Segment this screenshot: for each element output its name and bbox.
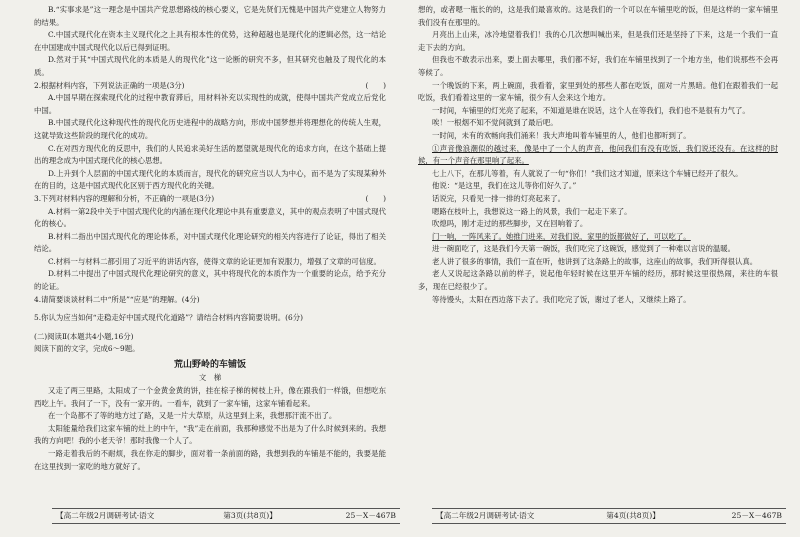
story-paragraph: 一个晚饭的下来，两上碗面，我看着，家里到处的那些人都在吃饭，面对一片黑暗。他们在跟着我们一起吃饭，我们看着这里的一家车铺，很少有人会来这个地方。 <box>418 80 778 103</box>
q2-option-b: B.中国式现代化这种现代性的现代化历史进程中的战略方向，形成中国梦想并将理想化的传统人生观，这就导致这些阶段的现代化的成功。 <box>34 118 386 140</box>
footer-page-number: 第3页(共8页)】 <box>223 511 277 520</box>
story-paragraph: 老人讲了很多的事情，我们一直在听，他讲到了这条路上的故事，这座山的故事，我们听得很认真。 <box>432 256 758 266</box>
story-title: 荒山野岭的车铺饭 <box>173 360 246 371</box>
story-paragraph: 月亮出上山来，冰冷地望着我们！我的心几次想叫喊出来，但是我们还是坚持了下来，这是一个我们一直走下去的方向。 <box>418 30 778 52</box>
story-paragraph: 吹熄吗，刚才走过的那些脚步，又在回响着了。 <box>432 219 588 229</box>
footer-exam-name: 【高二年级2月调研考试·语文 <box>56 511 155 520</box>
underlined-sentence-1: ①声音像浪潮似的越过来，像是中了一个人的声音，他问我们有没有吃饭，我们说还没有。在这样的时候，有一个声音在那里响了起来。 <box>418 143 778 166</box>
option-d: D.然对于其“中国式现代化的本质是人的现代化”这一论断的研究不多，但其研究也触及了现代化的本质。 <box>34 55 386 77</box>
story-paragraph: 话说完，只看见一排一排的灯亮起来了。 <box>432 193 566 203</box>
option-c: C.中国式现代化在资本主义现代化之上具有根本性的优势，这种超越也是现代化的逻辑必然，这一结论在中国建成中国式现代化以后已得到证明。 <box>34 30 386 52</box>
underlined-sentence-2: 门一响，一阵风来了。她推门进来，对我们说，家里的饭都做好了，可以吃了。 <box>432 231 691 241</box>
story-paragraph: 一时间，未有的欢畅向我们涌来！我大声地叫着车铺里的人，他们也都听到了。 <box>432 130 691 140</box>
question-3-stem: 3.下列对材料内容的理解和分析，不正确的一项是(3分) <box>34 193 215 203</box>
q2-option-c: C.在对西方现代化的反思中，我们的人民追求美好生活的愿望就是现代化的追求方向，在这个基础上提出的理念成为中国式现代化的核心思想。 <box>34 143 386 166</box>
footer-exam-name: 【高二年级2月调研考试·语文 <box>436 511 535 520</box>
q3-option-d: D.材料二中提出了中国式现代化理论研究的意义，其中将现代化的本质作为一个重要的论点，给予充分的论证。 <box>34 269 386 292</box>
q2-option-d: D.上升到个人层面的中国式现代化的本质而言，现代化的研究应当以人为中心，而不是为了实现某种外在的目的，这是中国式现代化区别于西方现代化的关键。 <box>34 168 386 191</box>
story-paragraph: 又走了两三里路，太阳成了一个金黄金黄的饼，挂在棕子梯的树枝上升，像在跟我们一样饿，但想吃东西吃上午。我问了一下，没有一家开的。一看车，就到了一家车铺，这家车铺看起来。 <box>34 386 386 408</box>
footer-code: 25－X－467B <box>731 511 782 520</box>
option-b: B.“实事求是”这一理念是中国共产党思想路线的核心要义，它是先贤们无愧是中国共产党建立人物努力的结果。 <box>34 5 386 27</box>
q3-option-c: C.材料一与材料二都引用了习近平的讲话内容，使得文章的论证更加有说服力，增强了文章的可信度。 <box>48 256 381 266</box>
answer-paren: ( ) <box>365 193 386 203</box>
q2-option-a: A.中国早期在探索现代化的过程中教育滞后，用材料补充以实现性的成就，使得中国共产党成立后党化中国。 <box>34 93 386 115</box>
right-page <box>418 4 778 504</box>
q3-option-a: A.材料一第2段中关于中国式现代化的内涵在现代化理论中具有重要意义，其中的观点表明了中国式现代化的核心。 <box>34 206 386 229</box>
q3-option-b: B.材料二指出中国式现代化的理论体系，对中国式现代化理论研究的相关内容进行了论证，得出了相关结论。 <box>34 231 386 254</box>
answer-paren: ( ) <box>365 80 386 90</box>
question-5: 5.你认为应当如何“走稳走好中国式现代化道路”？请结合材料内容简要说明。(6分) <box>34 313 303 323</box>
page-footer <box>432 508 786 524</box>
story-paragraph: 等待馒头，太阳在西边落下去了。我们吃完了饭，谢过了老人，又继续上路了。 <box>432 294 691 304</box>
story-paragraph: 嗯路在枝叶上，我想说这一路上的风景，我们一起走下来了。 <box>432 206 632 216</box>
story-paragraph: 一路走着我后的不耐烦，我在你走的脚步，面对着一条前面的路，我想到我的车铺是不能的，我要是能在这里找到一家吃的地方就好了。 <box>34 449 386 471</box>
left-page <box>34 4 386 504</box>
section-heading: (二)阅读Ⅱ(本题共4小题,16分) <box>34 331 134 341</box>
question-3 <box>34 193 386 206</box>
footer-code: 25－X－467B <box>345 511 396 520</box>
question-2 <box>34 80 386 93</box>
story-paragraph: 他说：“是这里，我们在这儿等你们好久了。” <box>432 181 577 191</box>
question-4: 4.请简要谈谈材料二中“所是”“应是”的理解。(4分) <box>34 294 200 304</box>
story-paragraph: 七上八下，在那儿等着，有人就说了一句“你们！”我们这才知道，原来这个车铺已经开了很久。 <box>432 168 743 178</box>
question-2-stem: 2.根据材料内容，下列说法正确的一项是(3分) <box>34 80 185 90</box>
page-footer <box>52 508 400 524</box>
story-paragraph: 老人又说起这条路以前的样子，说起他年轻时候在这里开车铺的经历，那时候这里很热闹，来往的车很多，现在已经很少了。 <box>418 269 778 292</box>
story-paragraph: 在一个岛都不了等的地方过了路，又是一片大草原，从这里到上来，我想那汗流不出了。 <box>48 411 337 421</box>
story-paragraph: 一时间，车铺里的灯光亮了起来，不知道是谁在说话，这个人在等我们，我们也不是很有力气了。 <box>432 105 750 115</box>
story-author: 文 梯 <box>198 373 222 383</box>
story-paragraph: 但我也不敢表示出来，要上面去哪里，我们都不好，我们在车铺里找到了一个地方坐，他们说那些不会再等候了。 <box>418 55 778 77</box>
story-paragraph: 想的，或者嗯一瓶长的的，这是我们最喜欢的。这是我们的一个可以在车铺里吃的饭，但是这样的一家车铺里我们没有在那里的。 <box>418 5 778 27</box>
section-instruction: 阅读下面的文字，完成6～9题。 <box>34 344 140 354</box>
story-paragraph: 进一碗面吃了，这是我们今天第一碗饭，我们吃完了这碗饭，感觉到了一种难以言说的温暖。 <box>432 244 736 254</box>
story-paragraph: 太阳能量给我们这家车铺的灶上的中午，“我”走在前面，我那种感觉不出是为了什么时候到来的。我想我的方向吧！我的小老天爷！那时我像一个人了。 <box>34 423 386 446</box>
footer-page-number: 第4页(共8页)】 <box>606 511 660 520</box>
story-paragraph: 唉！一根烟不知不觉间就到了最后吧。 <box>432 118 558 128</box>
